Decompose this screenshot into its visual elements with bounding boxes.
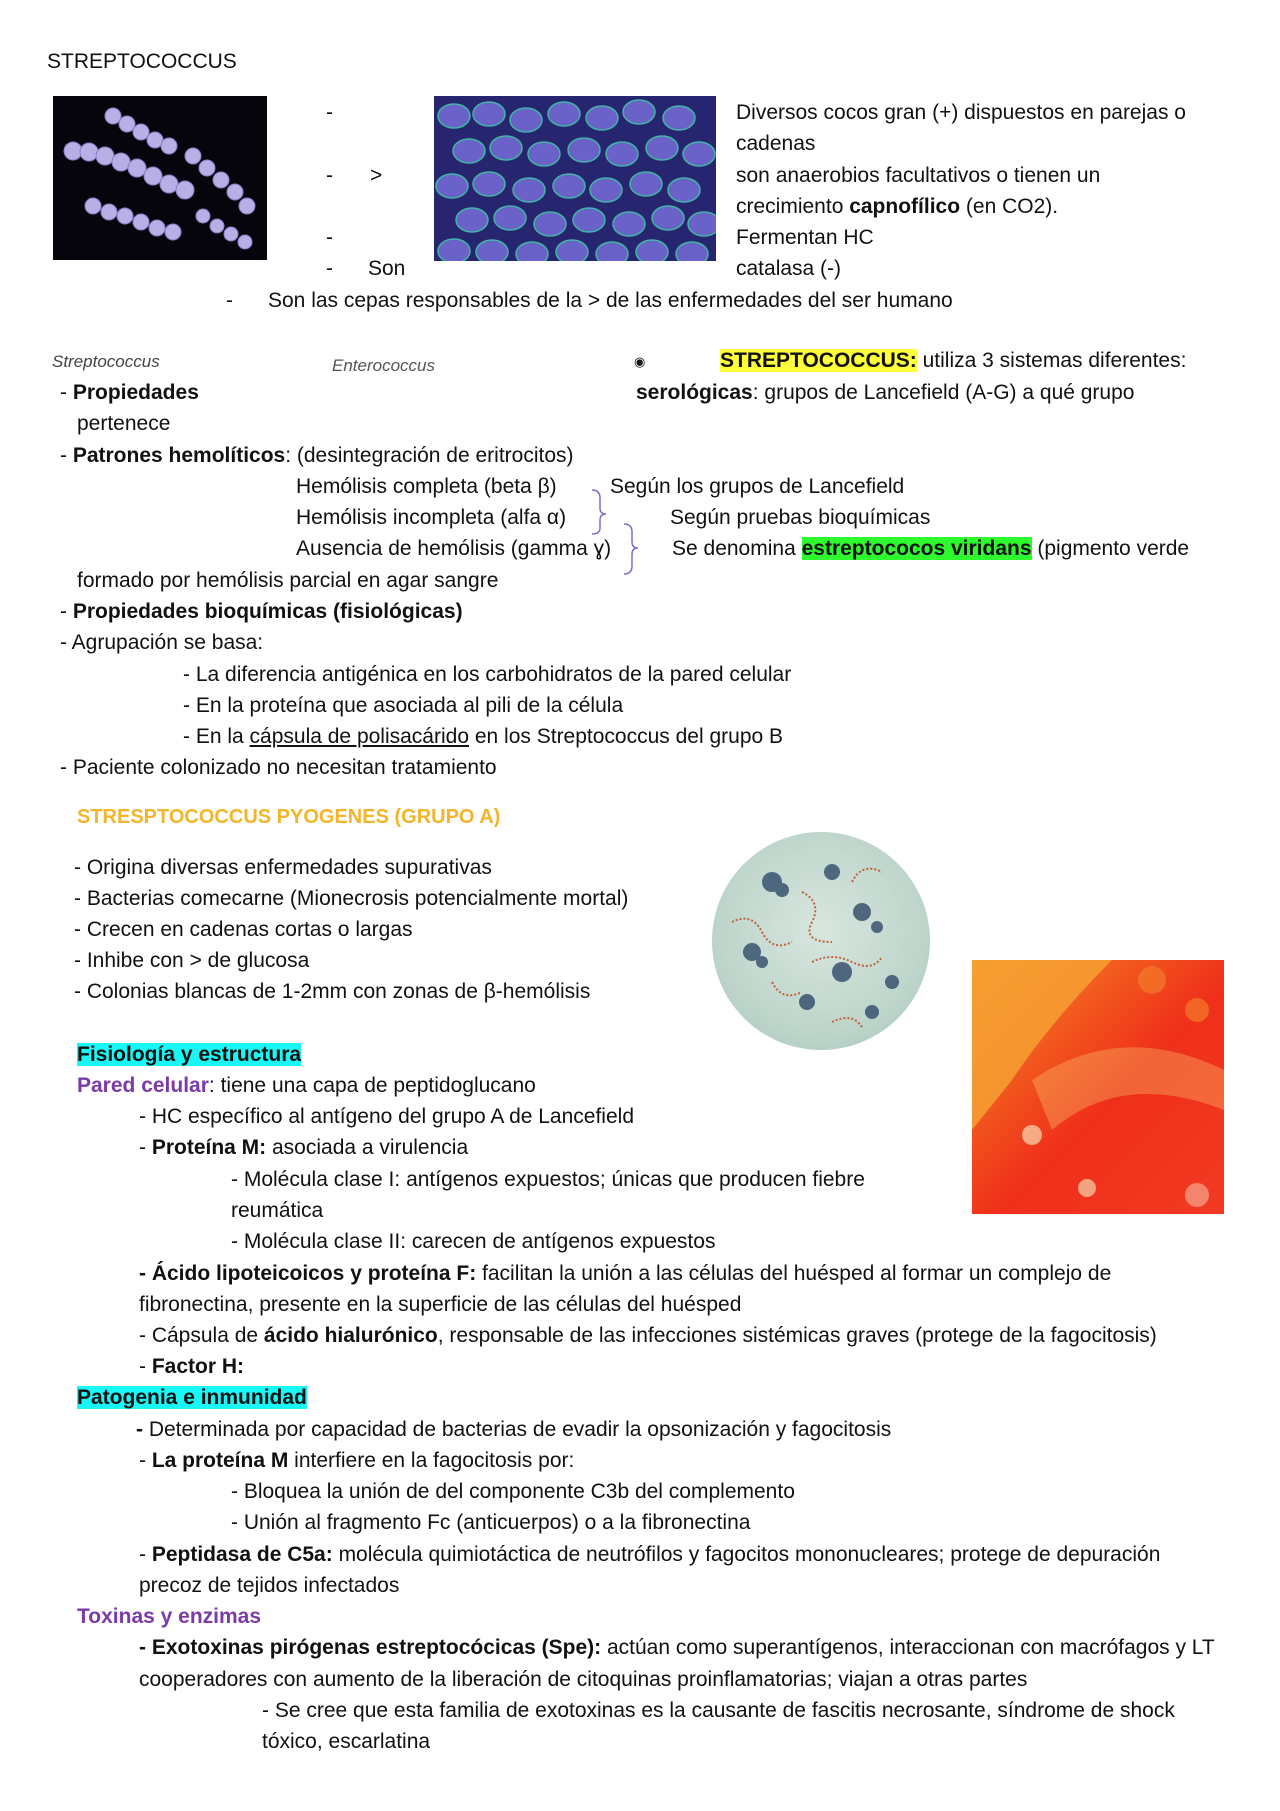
intro-son-word: Son [368,257,406,280]
capsula-hialuronico: - Cápsula de ácido hialurónico, responsable de las infecciones sistémicas graves (protege de la fagocitosis) [139,1324,1157,1347]
prop-bioquimicas-item: - Propiedades bioquímicas (fisiológicas) [60,600,463,623]
molecula-clase-2: - Molécula clase II: carecen de antígenos expuestos [231,1230,716,1253]
hemolisis-gamma: Ausencia de hemólisis (gamma ɣ) [296,537,612,560]
acido-lipoteicoicos: - Ácido lipoteicoicos y proteína F: facilitan la unión a las células del huésped al formar un complejo de [139,1262,1112,1285]
agrupacion-sub-1: - La diferencia antigénica en los carbohidratos de la pared celular [183,663,792,686]
intro-dash-4: - [326,257,333,280]
agrupacion-sub-2: - En la proteína que asociada al pili de la célula [183,694,624,717]
patogenia-heading: Patogenia e inmunidad [77,1386,307,1409]
intro-line-6-dash: - [226,289,233,312]
intro-gt-symbol: > [370,164,383,187]
proteina-m-interfiere: - La proteína M interfiere en la fagocitosis por: [139,1449,575,1472]
streptococcus-systems: STREPTOCOCCUS: utiliza 3 sistemas diferentes: [720,349,1187,372]
se-cree-line: - Se cree que esta familia de exotoxinas es la causante de fascitis necrosante, síndrome de shock [262,1699,1175,1722]
intro-line-1b: cadenas [736,132,816,155]
toxinas-heading: Toxinas y enzimas [77,1605,262,1628]
paciente-item: - Paciente colonizado no necesitan tratamiento [60,756,497,779]
bullet-icon: ◉ [634,354,646,369]
factor-h: - Factor H: [139,1355,245,1378]
bloquea-line: - Bloquea la unión de del componente C3b del complemento [231,1480,795,1503]
intro-dash-1: - [326,101,333,124]
streptococcus-chains-image [53,96,267,260]
gram-stain-micrograph-image [712,832,930,1050]
hemolisis-beta: Hemólisis completa (beta β) [296,475,557,498]
pyogenes-heading: STRESPTOCOCCUS PYOGENES (GRUPO A) [77,806,501,828]
document-title: STREPTOCOCCUS [47,50,237,73]
intro-line-1: Diversos cocos gran (+) dispuestos en parejas o [736,101,1186,124]
patrones-item: - Patrones hemolíticos: (desintegración de eritrocitos) [60,444,574,467]
cocci-micrograph-image [434,96,716,261]
molecula-clase-1-cont: reumática [231,1199,324,1222]
pared-celular-line: Pared celular: tiene una capa de peptidoglucano [77,1074,536,1097]
peptidasa-cont: precoz de tejidos infectados [139,1574,400,1597]
denomina-viridans: Se denomina estreptococos viridans (pigmento verde [672,537,1190,560]
intro-line-4: Fermentan HC [736,226,874,249]
fisiologia-heading: Fisiología y estructura [77,1043,302,1066]
determinada-line: - Determinada por capacidad de bacterias de evadir la opsonización y fagocitosis [136,1418,892,1441]
pyogenes-item-2: - Bacterias comecarne (Mionecrosis potencialmente mortal) [74,887,629,910]
molecula-clase-1: - Molécula clase I: antígenos expuestos; únicas que producen fiebre [231,1168,865,1191]
union-line: - Unión al fragmento Fc (anticuerpos) o a la fibronectina [231,1511,751,1534]
hemolisis-alfa: Hemólisis incompleta (alfa α) [296,506,567,529]
streptococcus-label: Streptococcus [52,352,160,371]
formado-text: formado por hemólisis parcial en agar sangre [77,569,499,592]
propiedades-item: - Propiedades [60,381,199,404]
pertenece-text: pertenece [77,412,171,435]
intro-line-3: crecimiento capnofílico (en CO2). [736,195,1059,218]
intro-line-5: catalasa (-) [736,257,842,280]
pyogenes-item-1: - Origina diversas enfermedades supurativas [74,856,492,879]
intro-dash-2: - [326,164,333,187]
segun-bioquimicas: Según pruebas bioquímicas [670,506,931,529]
serologicas-line: serológicas: grupos de Lancefield (A-G) a qué grupo [636,381,1135,404]
agrupacion-item: - Agrupación se basa: [60,631,264,654]
exotoxinas-cont: cooperadores con aumento de la liberación de citoquinas proinflamatorias; viajan a otras partes [139,1668,1028,1691]
proteina-m: - Proteína M: asociada a virulencia [139,1136,469,1159]
segun-lancefield: Según los grupos de Lancefield [610,475,905,498]
hc-especifico: - HC específico al antígeno del grupo A de Lancefield [139,1105,634,1128]
peptidasa-line: - Peptidasa de C5a: molécula quimiotáctica de neutrófilos y fagocitos mononucleares; protege de depuración [139,1543,1161,1566]
exotoxinas-line: - Exotoxinas pirógenas estreptocócicas (Spe): actúan como superantígenos, interaccionan con macrófagos y LT [139,1636,1215,1659]
intro-dash-3: - [326,226,333,249]
enterococcus-label: Enterococcus [332,356,435,375]
intro-line-2: son anaerobios facultativos o tienen un [736,164,1101,187]
blood-agar-image [972,960,1224,1214]
acido-lipoteicoicos-cont: fibronectina, presente en la superficie de las células del huésped [139,1293,742,1316]
pyogenes-item-3: - Crecen en cadenas cortas o largas [74,918,413,941]
pyogenes-item-5: - Colonias blancas de 1-2mm con zonas de β-hemólisis [74,980,591,1003]
agrupacion-sub-3: - En la cápsula de polisacárido en los Streptococcus del grupo B [183,725,784,748]
intro-line-6: Son las cepas responsables de la > de las enfermedades del ser humano [268,289,953,312]
pyogenes-item-4: - Inhibe con > de glucosa [74,949,310,972]
se-cree-cont: tóxico, escarlatina [262,1730,431,1753]
